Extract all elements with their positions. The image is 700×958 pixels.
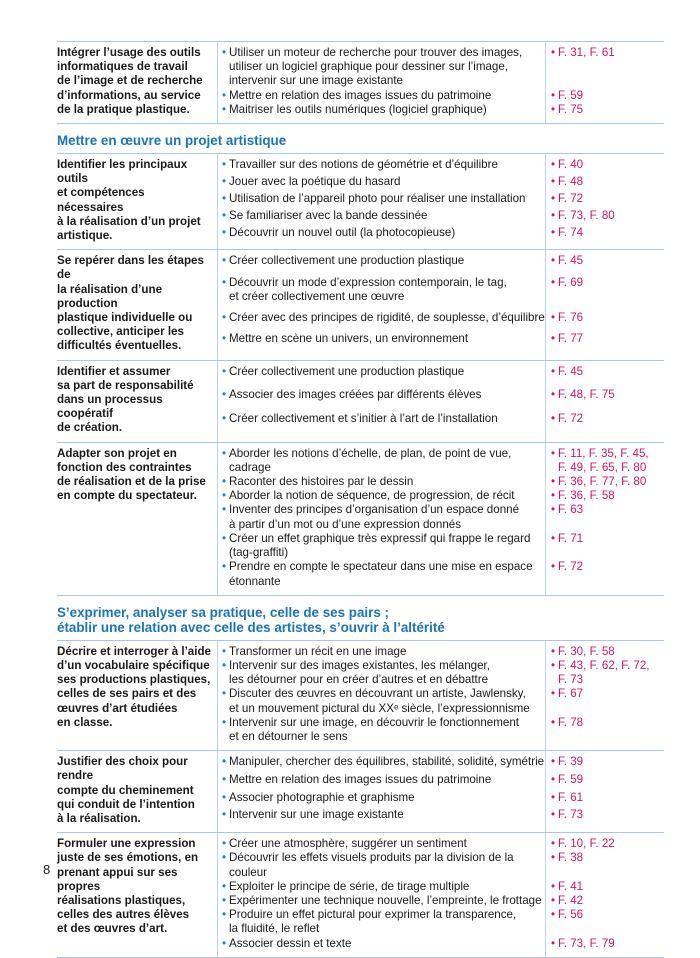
activity-text: Associer photographie et graphisme — [229, 790, 415, 804]
activity-item — [217, 226, 545, 243]
reference-text: F. 63 — [558, 503, 584, 517]
activity-item — [217, 908, 545, 936]
table-row — [57, 750, 664, 832]
page-reference — [545, 158, 664, 175]
bullet-icon: • — [222, 254, 227, 268]
bullet-icon: • — [222, 364, 227, 378]
activity-item — [217, 388, 545, 412]
activity-item — [217, 837, 545, 851]
page-reference — [545, 175, 664, 192]
bullet-icon: • — [222, 332, 227, 346]
reference-text: F. 72 — [558, 560, 584, 574]
activity-item — [217, 808, 545, 826]
reference-text: F. 71 — [558, 531, 584, 545]
bullet-icon: • — [551, 936, 556, 950]
activity-text: Maitriser les outils numériques (logiciel graphique) — [229, 102, 487, 116]
page-reference — [545, 365, 664, 389]
activity-text: Discuter des œuvres en découvrant un artiste, Jawlensky, et un mouvement pictural du XXᵉ siècle, l’expressionnisme — [229, 687, 530, 715]
bullet-icon: • — [551, 531, 556, 545]
activity-item — [217, 311, 545, 332]
bullet-icon: • — [551, 489, 556, 503]
page-reference — [545, 716, 664, 744]
activity-text: Découvrir un mode d’expression contemporain, le tag, et créer collectivement une œuvre — [229, 275, 507, 303]
reference-text: F. 31, F. 61 — [558, 46, 615, 59]
reference-text: F. 59 — [558, 88, 584, 102]
page-reference — [545, 851, 664, 879]
page-reference — [545, 755, 664, 773]
activity-text: Intervenir sur une image, en découvrir le fonctionnement et en détourner le sens — [229, 715, 520, 743]
activity-text: Expérimenter une technique nouvelle, l’empreinte, le frottage — [229, 893, 542, 907]
reference-text: F. 39 — [558, 755, 584, 769]
bullet-icon: • — [222, 158, 227, 172]
bullet-icon: • — [222, 644, 227, 658]
bullet-icon: • — [222, 715, 227, 729]
activity-text: Produire un effet pictural pour exprimer la transparence, la fluidité, le reflet — [229, 908, 517, 936]
table-row — [57, 442, 664, 595]
bullet-icon: • — [551, 46, 556, 59]
activity-item — [217, 89, 545, 103]
bullet-icon: • — [222, 790, 227, 804]
activity-item — [217, 937, 545, 951]
competency-label: Décrire et interroger à l’aide d’un vocabulaire spécifique ses productions plastiques, celles de ses pairs et des œuvres d’art étudiées en classe. — [57, 644, 212, 729]
activity-text: Créer collectivement une production plastique — [229, 364, 465, 378]
page-reference — [545, 209, 664, 226]
bullet-icon: • — [222, 102, 227, 116]
bullet-icon: • — [551, 879, 556, 893]
page-number: 8 — [43, 862, 51, 877]
activity-item — [217, 209, 545, 226]
bullet-icon: • — [551, 687, 556, 701]
activity-text: Utilisation de l’appareil photo pour réaliser une installation — [229, 192, 526, 206]
reference-text: F. 73, F. 79 — [558, 936, 615, 950]
activity-item — [217, 894, 545, 908]
bullet-icon: • — [551, 446, 556, 460]
page-reference — [545, 808, 664, 826]
activity-text: Inventer des principes d’organisation d’un espace donné à partir d’un mot ou d’une expression donnés — [229, 503, 520, 531]
activity-text: Découvrir un nouvel outil (la photocopieuse) — [229, 226, 456, 240]
activity-item — [217, 716, 545, 744]
activity-item — [217, 412, 545, 436]
bullet-icon: • — [222, 560, 227, 574]
bullet-icon: • — [551, 209, 556, 223]
page-reference — [545, 311, 664, 332]
activity-item — [217, 46, 545, 89]
bullet-icon: • — [551, 311, 556, 325]
bullet-icon: • — [222, 489, 227, 503]
reference-text: F. 67 — [558, 687, 584, 701]
activity-text: Créer un effet graphique très expressif qui frappe le regard (tag-graffiti) — [229, 531, 531, 560]
bullet-icon: • — [551, 658, 556, 672]
reference-text: F. 45 — [558, 254, 584, 268]
activity-text: Mettre en relation des images issues du patrimoine — [229, 772, 492, 786]
reference-text: F. 11, F. 35, F. 45, F. 49, F. 65, F. 80 — [558, 446, 649, 474]
bullet-icon: • — [222, 808, 227, 822]
activity-text: Utiliser un moteur de recherche pour trouver des images, utiliser un logiciel graphique pour dessiner sur l’image, intervenir sur une image existante — [229, 46, 523, 88]
activity-item — [217, 851, 545, 879]
section-heading: S’exprimer, analyser sa pratique, celle de ses pairs ; établir une relation avec celle des artistes, s’ouvrir à l’altérité — [57, 595, 664, 640]
activity-item — [217, 447, 545, 475]
activity-item — [217, 175, 545, 192]
bullet-icon: • — [222, 936, 227, 950]
activity-item — [217, 158, 545, 175]
bullet-icon: • — [551, 893, 556, 907]
competency-label: Identifier et assumer sa part de responsabilité dans un processus coopératif de création. — [57, 364, 194, 435]
activity-item — [217, 254, 545, 275]
reference-text: F. 48, F. 75 — [558, 388, 615, 402]
competency-label: Formuler une expression juste de ses émotions, en prenant appui sur ses propres réalisations plastiques, celles des autres élèves et des œuvres d’art. — [57, 837, 199, 936]
activity-text: Raconter des histoires par le dessin — [229, 475, 414, 489]
activity-item — [217, 503, 545, 531]
page-reference — [545, 412, 664, 436]
bullet-icon: • — [222, 412, 227, 425]
bullet-icon: • — [222, 175, 227, 189]
bullet-icon: • — [222, 837, 227, 851]
bullet-icon: • — [551, 715, 556, 729]
page-reference — [545, 388, 664, 412]
reference-text: F. 42 — [558, 893, 584, 907]
bullet-icon: • — [551, 388, 556, 402]
reference-text: F. 77 — [558, 332, 584, 346]
activity-text: Manipuler, chercher des équilibres, stabilité, solidité, symétrie — [229, 755, 545, 769]
page-reference — [545, 103, 664, 117]
page-reference — [545, 503, 664, 531]
reference-text: F. 75 — [558, 102, 584, 116]
bullet-icon: • — [222, 388, 227, 402]
bullet-icon: • — [222, 475, 227, 489]
page-reference — [545, 773, 664, 791]
page-reference — [545, 837, 664, 851]
activity-text: Créer une atmosphère, suggérer un sentiment — [229, 837, 467, 851]
bullet-icon: • — [222, 226, 227, 240]
activity-text: Travailler sur des notions de géométrie et d’équilibre — [229, 158, 498, 172]
reference-text: F. 72 — [558, 412, 584, 425]
page-reference — [545, 645, 664, 659]
activity-text: Intervenir sur des images existantes, les mélanger, les détourner pour en créer d’autres et en débattre — [229, 658, 490, 687]
activity-item — [217, 659, 545, 687]
bullet-icon: • — [551, 503, 556, 517]
bullet-icon: • — [551, 837, 556, 851]
competency-label: Intégrer l’usage des outils informatiques de travail de l’image et de recherche d’informations, au service de la pratique plastique. — [57, 46, 203, 116]
activity-item — [217, 192, 545, 209]
page-reference — [545, 687, 664, 715]
reference-text: F. 45 — [558, 364, 584, 378]
table-row — [57, 249, 664, 359]
bullet-icon: • — [222, 88, 227, 102]
reference-text: F. 36, F. 58 — [558, 489, 615, 503]
reference-text: F. 56 — [558, 908, 584, 922]
bullet-icon: • — [222, 658, 227, 672]
reference-text: F. 78 — [558, 715, 584, 729]
page-reference — [545, 937, 664, 951]
page-reference — [545, 254, 664, 275]
activity-text: Mettre en relation des images issues du patrimoine — [229, 88, 492, 102]
bullet-icon: • — [551, 158, 556, 172]
activity-item — [217, 880, 545, 894]
bullet-icon: • — [222, 772, 227, 786]
reference-text: F. 59 — [558, 772, 584, 786]
reference-text: F. 41 — [558, 879, 584, 893]
activity-item — [217, 332, 545, 353]
page-reference — [545, 659, 664, 687]
activity-item — [217, 791, 545, 809]
activity-item — [217, 687, 545, 715]
activity-text: Aborder les notions d’échelle, de plan, de point de vue, cadrage — [229, 446, 512, 474]
bullet-icon: • — [222, 275, 227, 289]
activity-text: Jouer avec la poétique du hasard — [229, 175, 401, 189]
activity-item — [217, 475, 545, 489]
activity-item — [217, 755, 545, 773]
activity-text: Découvrir les effets visuels produits par la division de la couleur — [229, 851, 514, 879]
activity-item — [217, 365, 545, 389]
bullet-icon: • — [551, 851, 556, 865]
bullet-icon: • — [551, 332, 556, 346]
bullet-icon: • — [222, 879, 227, 893]
reference-text: F. 38 — [558, 851, 584, 865]
bullet-icon: • — [551, 412, 556, 425]
bullet-icon: • — [551, 644, 556, 658]
activity-text: Mettre en scène un univers, un environnement — [229, 332, 469, 346]
page-reference — [545, 226, 664, 243]
reference-text: F. 30, F. 58 — [558, 644, 615, 658]
activity-item — [217, 489, 545, 503]
activity-item — [217, 532, 545, 560]
page-reference — [545, 489, 664, 503]
table-row — [57, 640, 664, 750]
bullet-icon: • — [551, 102, 556, 116]
bullet-icon: • — [222, 209, 227, 223]
bullet-icon: • — [551, 772, 556, 786]
bullet-icon: • — [551, 175, 556, 189]
competency-label: Se repérer dans les étapes de la réalisation d’une production plastique individuelle ou collective, anticiper les difficultés éventuelles. — [57, 254, 204, 353]
bullet-icon: • — [551, 88, 556, 102]
bullet-icon: • — [222, 687, 227, 701]
reference-text: F. 48 — [558, 175, 584, 189]
activity-text: Transformer un récit en une image — [229, 644, 407, 658]
page-reference — [545, 89, 664, 103]
competency-table — [57, 41, 664, 958]
bullet-icon: • — [551, 254, 556, 268]
bullet-icon: • — [551, 560, 556, 574]
page-reference — [545, 276, 664, 312]
reference-text: F. 10, F. 22 — [558, 837, 615, 851]
bullet-icon: • — [222, 311, 227, 325]
reference-text: F. 72 — [558, 192, 584, 206]
reference-text: F. 74 — [558, 226, 584, 240]
activity-text: Aborder la notion de séquence, de progression, de récit — [229, 489, 515, 503]
activity-text: Intervenir sur une image existante — [229, 808, 404, 822]
competency-label: Adapter son projet en fonction des contraintes de réalisation et de la prise en compte du spectateur. — [57, 446, 206, 503]
page-reference — [545, 791, 664, 809]
activity-item — [217, 103, 545, 117]
page-reference — [545, 475, 664, 489]
bullet-icon: • — [222, 908, 227, 922]
table-row — [57, 360, 664, 442]
activity-text: Associer des images créées par différents élèves — [229, 388, 482, 402]
activity-text: Créer avec des principes de rigidité, de souplesse, d’équilibre — [229, 311, 545, 325]
page-reference — [545, 908, 664, 936]
bullet-icon: • — [551, 475, 556, 489]
competency-label: Justifier des choix pour rendre compte du cheminement qui conduit de l’intention à la réalisation. — [57, 755, 195, 825]
activity-text: Exploiter le principe de série, de tirage multiple — [229, 879, 470, 893]
bullet-icon: • — [551, 226, 556, 240]
activity-text: Créer collectivement une production plastique — [229, 254, 465, 268]
bullet-icon: • — [551, 275, 556, 289]
reference-text: F. 36, F. 77, F. 80 — [558, 475, 647, 489]
bullet-icon: • — [551, 808, 556, 822]
page-reference — [545, 447, 664, 475]
activity-item — [217, 276, 545, 312]
reference-text: F. 69 — [558, 275, 584, 289]
reference-text: F. 73 — [558, 808, 584, 822]
page-reference — [545, 560, 664, 588]
activity-text: Créer collectivement et s’initier à l’art de l’installation — [229, 412, 498, 425]
reference-text: F. 43, F. 62, F. 72, F. 73 — [558, 658, 650, 687]
activity-text: Se familiariser avec la bande dessinée — [229, 209, 428, 223]
activity-item — [217, 773, 545, 791]
bullet-icon: • — [222, 531, 227, 545]
bullet-icon: • — [222, 851, 227, 865]
bullet-icon: • — [551, 755, 556, 769]
activity-item — [217, 645, 545, 659]
bullet-icon: • — [551, 364, 556, 378]
activity-item — [217, 560, 545, 588]
page-reference — [545, 880, 664, 894]
page-reference — [545, 532, 664, 560]
page-reference — [545, 332, 664, 353]
bullet-icon: • — [551, 192, 556, 206]
bullet-icon: • — [222, 893, 227, 907]
bullet-icon: • — [222, 192, 227, 206]
activity-text: Prendre en compte le spectateur dans une mise en espace étonnante — [229, 560, 533, 588]
bullet-icon: • — [222, 446, 227, 460]
section-heading: Mettre en œuvre un projet artistique — [57, 123, 664, 153]
bullet-icon: • — [551, 790, 556, 804]
page-reference — [545, 894, 664, 908]
bullet-icon: • — [222, 503, 227, 517]
competency-label: Identifier les principaux outils et compétences nécessaires à la réalisation d’un projet artistique. — [57, 158, 201, 243]
bullet-icon: • — [222, 755, 227, 769]
page-reference — [545, 46, 664, 89]
bullet-icon: • — [222, 46, 227, 59]
table-row — [57, 41, 664, 123]
table-row — [57, 153, 664, 249]
bullet-icon: • — [551, 908, 556, 922]
page-reference — [545, 192, 664, 209]
activity-text: Associer dessin et texte — [229, 936, 352, 950]
reference-text: F. 61 — [558, 790, 584, 804]
reference-text: F. 40 — [558, 158, 584, 172]
reference-text: F. 76 — [558, 311, 584, 325]
table-row — [57, 832, 664, 958]
reference-text: F. 73, F. 80 — [558, 209, 615, 223]
